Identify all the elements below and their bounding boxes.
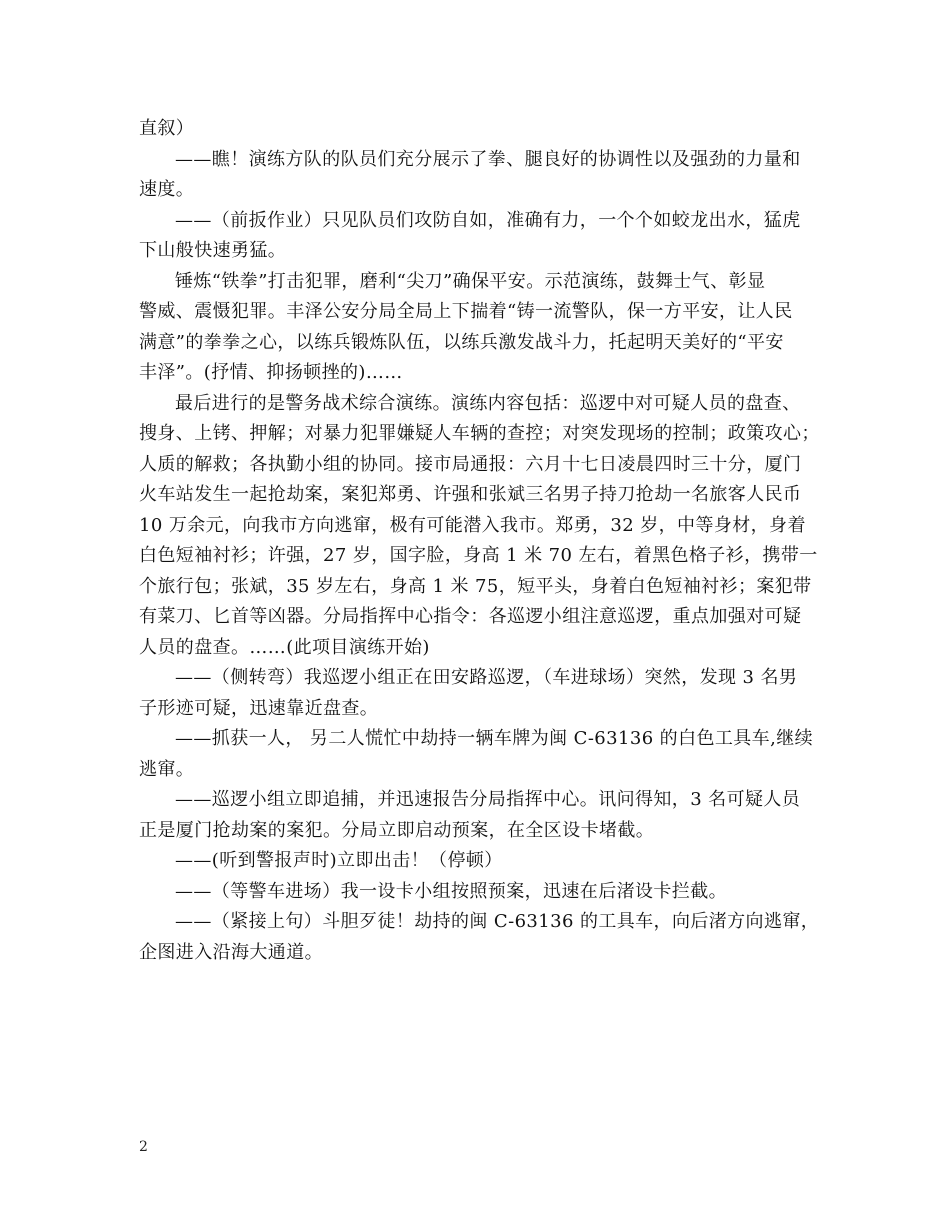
text-line: ——（前扳作业）只见队员们攻防自如，准确有力，一个个如蛟龙出水，猛虎 — [175, 209, 801, 231]
text-line: 白色短袖衬衫；许强，27 岁，国字脸，身高 1 米 70 左右，着黑色格子衫，携带一 — [139, 545, 818, 566]
text-line: 警威、震慑犯罪。丰泽公安分局全局上下揣着“铸一流警队，保一方平安，让人民 — [139, 301, 793, 322]
document-body — [139, 114, 819, 968]
text-line: ——（紧接上句）斗胆歹徒！劫持的闽 C-63136 的工具车，向后渚方向逃窜， — [175, 911, 820, 932]
text-line: 个旅行包；张斌，35 岁左右，身高 1 米 75，短平头，身着白色短袖衬衫；案犯带 — [139, 575, 812, 597]
text-line: ——巡逻小组立即追捕，并迅速报告分局指挥中心。讯问得知，3 名可疑人员 — [175, 789, 801, 810]
text-line: 直叙） — [139, 118, 195, 139]
page-number: 2 — [139, 1139, 148, 1155]
text-line: 满意”的拳拳之心，以练兵锻炼队伍，以练兵激发战斗力，托起明天美好的“平安 — [139, 331, 784, 353]
text-line: 逃窜。 — [139, 758, 195, 780]
text-line: 子形迹可疑，迅速靠近盘查。 — [139, 697, 379, 719]
text-line: ——瞧！演练方队的队员们充分展示了拳、腿良好的协调性以及强劲的力量和 — [175, 148, 801, 170]
text-line: 人员的盘查。……(此项目演练开始) — [139, 636, 430, 658]
text-line: 速度。 — [139, 179, 195, 200]
text-line: 搜身、上铐、押解；对暴力犯罪嫌疑人车辆的查控；对突发现场的控制；政策攻心； — [139, 423, 820, 444]
text-line: 下山般快速勇猛。 — [139, 240, 287, 261]
text-line: 锤炼“铁拳”打击犯罪，磨利“尖刀”确保平安。示范演练，鼓舞士气、彰显 — [175, 270, 766, 292]
text-line: 火车站发生一起抢劫案，案犯郑勇、许强和张斌三名男子持刀抢劫一名旅客人民币 — [139, 484, 802, 505]
text-line: 企图进入沿海大通道。 — [139, 941, 323, 963]
text-line: 最后进行的是警务战术综合演练。演练内容包括：巡逻中对可疑人员的盘查、 — [175, 392, 801, 414]
text-line: 丰泽”。(抒情、抑扬顿挫的)…… — [139, 362, 403, 383]
text-line: ——（等警车进场）我一设卡小组按照预案，迅速在后渚设卡拦截。 — [175, 880, 727, 902]
text-line: ——抓获一人， 另二人慌忙中劫持一辆车牌为闽 C-63136 的白色工具车,继续 — [175, 728, 813, 749]
text-line: ——(听到警报声时)立即出击！（停顿） — [175, 850, 503, 871]
text-line: 正是厦门抢劫案的案犯。分局立即启动预案，在全区设卡堵截。 — [139, 819, 655, 841]
text-line: 10 万余元，向我市方向逃窜，极有可能潜入我市。郑勇，32 岁，中等身材，身着 — [139, 514, 806, 536]
text-line: ——（侧转弯）我巡逻小组正在田安路巡逻，（车进球场）突然，发现 3 名男 — [175, 667, 798, 688]
text-line: 人质的解救；各执勤小组的协同。接市局通报：六月十七日凌晨四时三十分，厦门 — [139, 453, 802, 475]
text-line: 有菜刀、匕首等凶器。分局指挥中心指令：各巡逻小组注意巡逻，重点加强对可疑 — [139, 606, 802, 627]
